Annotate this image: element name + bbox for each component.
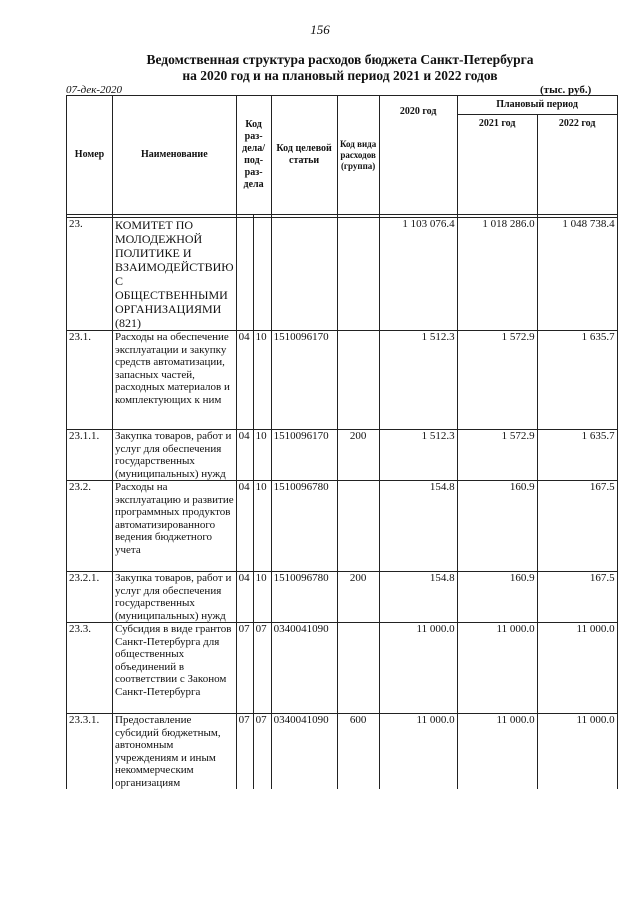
row-number: 23.1.1. [67,430,113,481]
header-2021: 2021 год [457,115,537,215]
header-name: Наименование [113,96,237,215]
table-row [67,714,618,790]
row-type [337,481,379,572]
row-2022: 1 635.7 [537,331,617,430]
row-type: 600 [337,714,379,790]
row-number: 23.3. [67,623,113,714]
row-2022: 167.5 [537,481,617,572]
row-subsection [253,218,271,331]
row-type [337,218,379,331]
row-type [337,331,379,430]
title-line-2: на 2020 год и на плановый период 2021 и 2022 годов [182,68,498,83]
table-row [67,430,618,481]
row-2022: 11 000.0 [537,623,617,714]
row-name: Закупка товаров, работ и услуг для обеспечения государственных (муниципальных) нужд [113,430,237,481]
header-row-1 [67,96,618,115]
row-section: 04 [236,430,253,481]
row-name: Расходы на эксплуатацию и развитие программных продуктов автоматизированного ведения бюджетного учета [113,481,237,572]
row-name: Закупка товаров, работ и услуг для обеспечения государственных (муниципальных) нужд [113,572,237,623]
row-number: 23.2.1. [67,572,113,623]
row-name: Субсидия в виде грантов Санкт-Петербурга для общественных объединений в соответствии с Законом Санкт-Петербурга [113,623,237,714]
row-2020: 1 512.3 [379,331,457,430]
row-type [337,623,379,714]
row-name: КОМИТЕТ ПО МОЛОДЕЖНОЙ ПОЛИТИКЕ И ВЗАИМОДЕЙСТВИЮ С ОБЩЕСТВЕННЫМИ ОРГАНИЗАЦИЯМИ (821) [113,218,237,331]
row-2021: 1 018 286.0 [457,218,537,331]
row-2021: 160.9 [457,481,537,572]
row-2020: 154.8 [379,481,457,572]
header-2022: 2022 год [537,115,617,215]
header-target: Код целевой статьи [271,96,337,215]
header-section: Код раз-дела/под-раз-дела [236,96,271,215]
row-number: 23.1. [67,331,113,430]
row-2020: 1 103 076.4 [379,218,457,331]
row-subsection: 10 [253,481,271,572]
row-2021: 1 572.9 [457,331,537,430]
row-subsection: 10 [253,430,271,481]
table-row [67,623,618,714]
row-section: 07 [236,714,253,790]
row-target: 1510096170 [271,331,337,430]
table-row [67,572,618,623]
title-line-1: Ведомственная структура расходов бюджета Санкт-Петербурга [146,52,534,67]
row-target: 0340041090 [271,623,337,714]
row-2020: 154.8 [379,572,457,623]
row-type: 200 [337,572,379,623]
row-subsection: 10 [253,331,271,430]
row-target: 1510096780 [271,572,337,623]
row-target: 1510096170 [271,430,337,481]
row-2020: 11 000.0 [379,714,457,790]
header-2020: 2020 год [379,96,457,215]
row-2020: 1 512.3 [379,430,457,481]
header-number: Номер [67,96,113,215]
row-section [236,218,253,331]
row-section: 04 [236,481,253,572]
document-title [60,52,620,84]
row-subsection: 07 [253,623,271,714]
row-2020: 11 000.0 [379,623,457,714]
report-date: 07-дек-2020 [66,84,123,96]
header-planned: Плановый период [457,96,617,115]
table-row [67,218,618,331]
row-subsection: 07 [253,714,271,790]
row-section: 04 [236,572,253,623]
row-2021: 11 000.0 [457,623,537,714]
row-type: 200 [337,430,379,481]
row-2022: 1 048 738.4 [537,218,617,331]
row-target: 1510096780 [271,481,337,572]
row-2022: 167.5 [537,572,617,623]
row-number: 23.3.1. [67,714,113,790]
row-number: 23. [67,218,113,331]
row-2022: 1 635.7 [537,430,617,481]
row-2022: 11 000.0 [537,714,617,790]
page-number: 156 [310,22,330,37]
row-number: 23.2. [67,481,113,572]
row-2021: 160.9 [457,572,537,623]
row-section: 04 [236,331,253,430]
table-row [67,331,618,430]
budget-table [66,95,618,789]
row-2021: 1 572.9 [457,430,537,481]
table-row [67,481,618,572]
row-name: Предоставление субсидий бюджетным, автономным учреждениям и иным некоммерческим организациям [113,714,237,790]
row-name: Расходы на обеспечение эксплуатации и закупку средств автоматизации, запасных частей, расходных материалов и комплектующих к ним [113,331,237,430]
header-expense-type: Код вида расходов (группа) [337,96,379,215]
row-section: 07 [236,623,253,714]
row-target [271,218,337,331]
row-subsection: 10 [253,572,271,623]
units-label: (тыс. руб.) [540,84,592,96]
row-2021: 11 000.0 [457,714,537,790]
row-target: 0340041090 [271,714,337,790]
